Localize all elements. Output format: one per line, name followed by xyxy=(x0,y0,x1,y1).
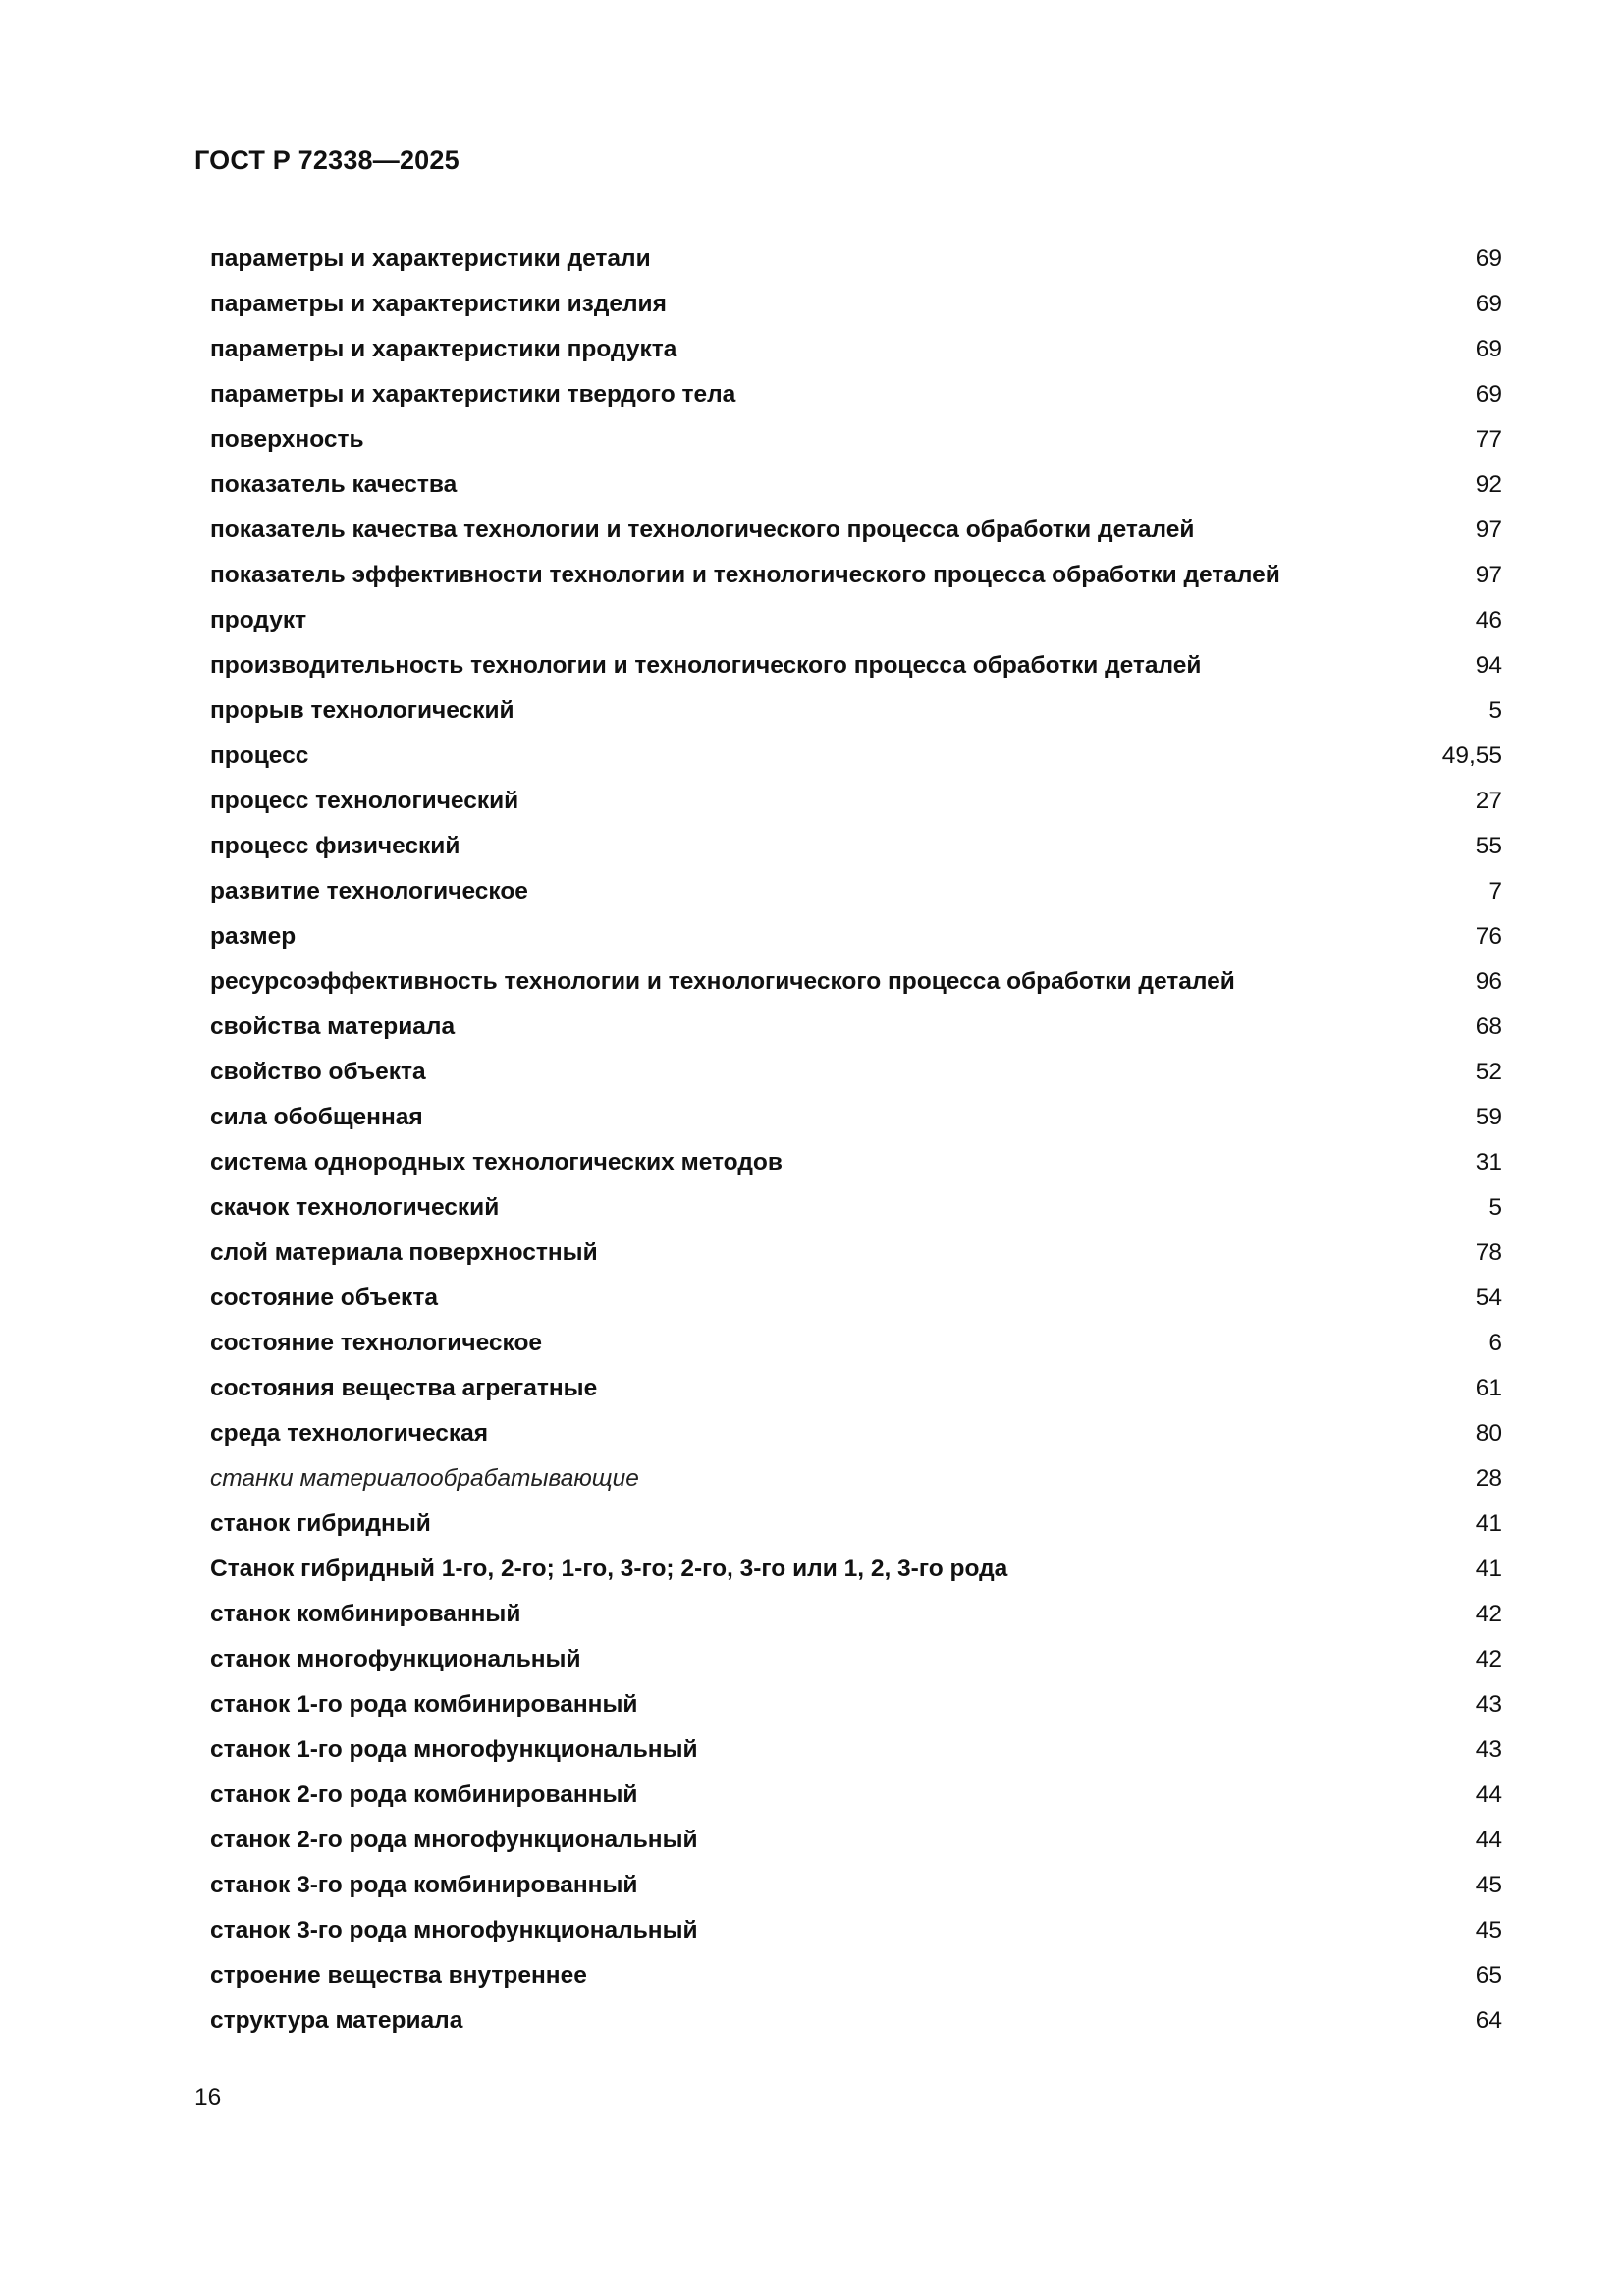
index-term: состояние объекта xyxy=(210,1285,438,1311)
index-term-number: 27 xyxy=(1475,788,1502,814)
index-entry xyxy=(210,1095,1502,1140)
index-term: станки материалообрабатывающие xyxy=(210,1465,639,1492)
index-term-number: 59 xyxy=(1475,1104,1502,1130)
index-term-number: 65 xyxy=(1475,1962,1502,1989)
document-header: ГОСТ Р 72338—2025 xyxy=(194,145,460,175)
index-entry xyxy=(210,598,1502,643)
index-entry xyxy=(210,1773,1502,1818)
index-term: сила обобщенная xyxy=(210,1104,423,1130)
index-term-number: 69 xyxy=(1475,291,1502,317)
index-entry xyxy=(210,1908,1502,1953)
index-term: свойства материала xyxy=(210,1013,456,1040)
index-term: станок 2-го рода комбинированный xyxy=(210,1781,638,1808)
index-term-number: 31 xyxy=(1475,1149,1502,1175)
index-entry xyxy=(210,463,1502,508)
index-term: показатель эффективности технологии и технологического процесса обработки деталей xyxy=(210,562,1280,588)
alphabetical-index xyxy=(210,237,1502,2044)
index-entry xyxy=(210,869,1502,914)
index-entry xyxy=(210,1637,1502,1682)
index-term: параметры и характеристики продукта xyxy=(210,336,677,362)
index-term: слой материала поверхностный xyxy=(210,1239,598,1266)
index-entry xyxy=(210,1366,1502,1411)
index-term-number: 97 xyxy=(1475,517,1502,543)
index-term-number: 96 xyxy=(1475,968,1502,995)
index-term: станок многофункциональный xyxy=(210,1646,581,1672)
index-entry xyxy=(210,327,1502,372)
index-term-number: 77 xyxy=(1475,426,1502,453)
index-term: скачок технологический xyxy=(210,1194,500,1221)
index-term: состояния вещества агрегатные xyxy=(210,1375,598,1401)
index-term: свойство объекта xyxy=(210,1059,426,1085)
index-term-number: 69 xyxy=(1475,336,1502,362)
index-entry xyxy=(210,553,1502,598)
index-term: процесс xyxy=(210,742,309,769)
index-entry xyxy=(210,959,1502,1005)
index-term: состояние технологическое xyxy=(210,1330,543,1356)
index-term: станок 3-го рода многофункциональный xyxy=(210,1917,698,1943)
index-term: развитие технологическое xyxy=(210,878,528,904)
index-term-number: 78 xyxy=(1475,1239,1502,1266)
index-entry xyxy=(210,1863,1502,1908)
index-term-number: 44 xyxy=(1475,1781,1502,1808)
index-term-number: 52 xyxy=(1475,1059,1502,1085)
index-entry xyxy=(210,1592,1502,1637)
index-term-number: 5 xyxy=(1488,1194,1502,1221)
index-term-number: 80 xyxy=(1475,1420,1502,1447)
index-term: станок 1-го рода комбинированный xyxy=(210,1691,638,1718)
index-term: показатель качества xyxy=(210,471,458,498)
index-entry xyxy=(210,1230,1502,1276)
index-entry xyxy=(210,779,1502,824)
index-term: поверхность xyxy=(210,426,364,453)
index-term-number: 5 xyxy=(1488,697,1502,724)
index-term: система однородных технологических методов xyxy=(210,1149,783,1175)
index-term-number: 61 xyxy=(1475,1375,1502,1401)
index-term: процесс технологический xyxy=(210,788,519,814)
index-term: параметры и характеристики твердого тела xyxy=(210,381,736,408)
index-term: прорыв технологический xyxy=(210,697,514,724)
index-term-number: 43 xyxy=(1475,1736,1502,1763)
index-entry xyxy=(210,824,1502,869)
index-term: размер xyxy=(210,923,297,950)
index-term-number: 45 xyxy=(1475,1872,1502,1898)
index-entry xyxy=(210,1998,1502,2044)
index-term: станок 1-го рода многофункциональный xyxy=(210,1736,698,1763)
index-entry xyxy=(210,1276,1502,1321)
index-term-number: 55 xyxy=(1475,833,1502,859)
index-term: ресурсоэффективность технологии и технологического процесса обработки деталей xyxy=(210,968,1235,995)
index-term-number: 46 xyxy=(1475,607,1502,633)
index-term: строение вещества внутреннее xyxy=(210,1962,587,1989)
index-entry xyxy=(210,1411,1502,1456)
index-term-number: 28 xyxy=(1475,1465,1502,1492)
index-term: среда технологическая xyxy=(210,1420,489,1447)
index-term-number: 68 xyxy=(1475,1013,1502,1040)
index-term-number: 42 xyxy=(1475,1646,1502,1672)
index-term-number: 43 xyxy=(1475,1691,1502,1718)
index-term: станок гибридный xyxy=(210,1510,431,1537)
index-entry xyxy=(210,1321,1502,1366)
index-term: процесс физический xyxy=(210,833,460,859)
index-term-number: 64 xyxy=(1475,2007,1502,2034)
index-entry xyxy=(210,1050,1502,1095)
index-term: структура материала xyxy=(210,2007,463,2034)
index-entry xyxy=(210,372,1502,417)
index-entry xyxy=(210,237,1502,282)
index-entry xyxy=(210,508,1502,553)
index-term-number: 97 xyxy=(1475,562,1502,588)
index-entry xyxy=(210,1547,1502,1592)
index-term-number: 6 xyxy=(1488,1330,1502,1356)
index-term-number: 44 xyxy=(1475,1827,1502,1853)
index-term-number: 42 xyxy=(1475,1601,1502,1627)
index-entry xyxy=(210,417,1502,463)
index-term-number: 41 xyxy=(1475,1510,1502,1537)
index-entry xyxy=(210,1185,1502,1230)
index-term: производительность технологии и технологического процесса обработки деталей xyxy=(210,652,1202,679)
index-term: Станок гибридный 1-го, 2-го; 1-го, 3-го; 2-го, 3-го или 1, 2, 3-го рода xyxy=(210,1556,1008,1582)
index-term-number: 69 xyxy=(1475,381,1502,408)
index-term-number: 49,55 xyxy=(1441,742,1502,769)
index-entry xyxy=(210,282,1502,327)
index-entry xyxy=(210,1005,1502,1050)
index-entry xyxy=(210,1727,1502,1773)
index-entry xyxy=(210,914,1502,959)
index-entry xyxy=(210,1502,1502,1547)
index-term-number: 7 xyxy=(1488,878,1502,904)
index-term: станок 3-го рода комбинированный xyxy=(210,1872,638,1898)
index-entry xyxy=(210,1456,1502,1502)
index-term-number: 45 xyxy=(1475,1917,1502,1943)
index-term-number: 94 xyxy=(1475,652,1502,679)
index-entry xyxy=(210,1682,1502,1727)
index-entry xyxy=(210,1953,1502,1998)
index-entry xyxy=(210,734,1502,779)
index-term: параметры и характеристики изделия xyxy=(210,291,667,317)
index-entry xyxy=(210,688,1502,734)
index-term-number: 76 xyxy=(1475,923,1502,950)
index-entry xyxy=(210,1140,1502,1185)
index-term-number: 54 xyxy=(1475,1285,1502,1311)
page-number: 16 xyxy=(194,2084,222,2110)
index-term: параметры и характеристики детали xyxy=(210,246,651,272)
index-term: показатель качества технологии и технологического процесса обработки деталей xyxy=(210,517,1195,543)
index-term: продукт xyxy=(210,607,307,633)
index-entry xyxy=(210,1818,1502,1863)
index-term: станок 2-го рода многофункциональный xyxy=(210,1827,698,1853)
index-entry xyxy=(210,643,1502,688)
index-term-number: 92 xyxy=(1475,471,1502,498)
index-term-number: 41 xyxy=(1475,1556,1502,1582)
index-term: станок комбинированный xyxy=(210,1601,521,1627)
index-term-number: 69 xyxy=(1475,246,1502,272)
